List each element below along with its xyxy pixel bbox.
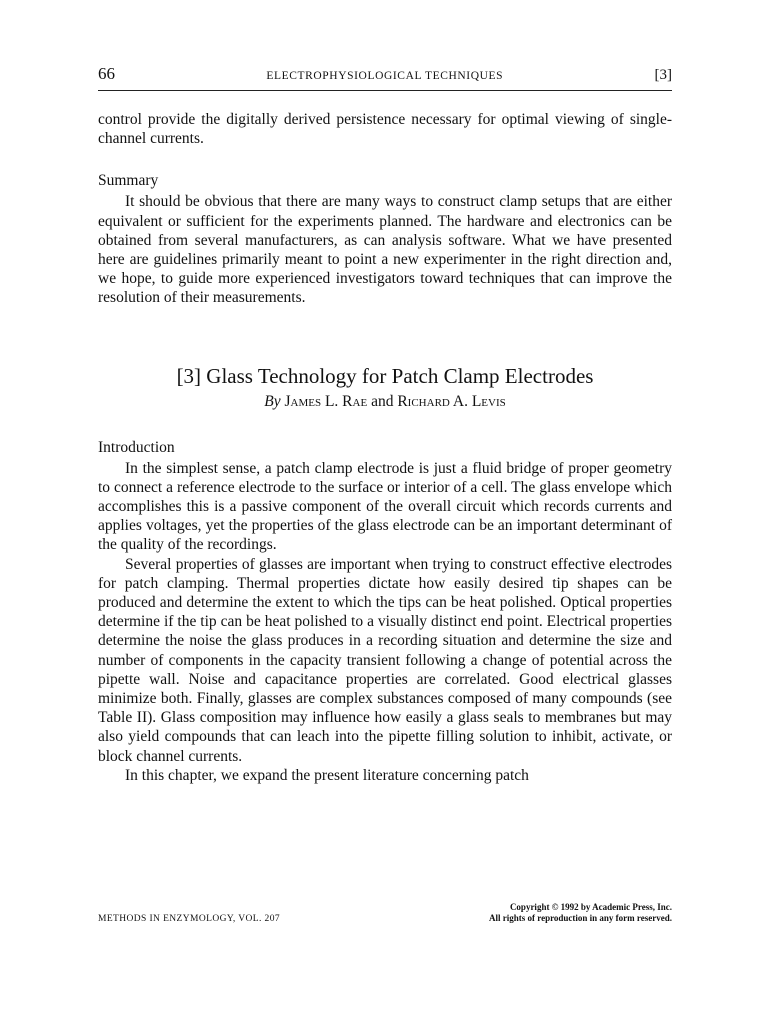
section-marker: [3]	[654, 67, 672, 83]
copyright-line-2: All rights of reproduction in any form reserved.	[489, 913, 672, 923]
byline	[98, 392, 672, 412]
intro-paragraph-2: Several properties of glasses are important when trying to construct effective electrodes for patch clamping. Thermal properties dictate how easily desired tip shapes can be produced and determine the extent to which the tips can be heat polished. Optical properties determine if the tip can be heat polished to a visually distinct end point. Electrical properties determine the noise the glass produces in a recording situation and determine the size and number of components in the capacity transient following a change of potential across the pipette wall. Noise and capacitance properties are correlated. Good electrical glasses minimize both. Finally, glasses are complex substances composed of many compounds (see Table II). Glass composition may influence how easily a glass seals to membranes but may also yield compounds that can leach into the pipette filling solution to inhibit, activate, or block channel currents.	[98, 555, 672, 765]
summary-heading: Summary	[98, 172, 159, 190]
introduction-heading: Introduction	[98, 438, 175, 456]
chapter-title: [3] Glass Technology for Patch Clamp Electrodes	[176, 363, 594, 388]
intro-paragraph-1: In the simplest sense, a patch clamp electrode is just a fluid bridge of proper geometry to connect a reference electrode to the surface or interior of a cell. The glass envelope which accomplishes this is a passive component of the overall circuit which records currents and applies voltages, yet the properties of the glass electrode can be an important determinant of the quality of the recordings.	[98, 459, 672, 554]
journal-citation: METHODS IN ENZYMOLOGY, VOL. 207	[98, 914, 280, 924]
byline-and: and	[371, 392, 394, 410]
intro-paragraph-3: In this chapter, we expand the present literature concerning patch	[125, 766, 529, 784]
author-1: James L. Rae	[284, 392, 368, 410]
book-page	[98, 64, 672, 785]
summary-paragraph: It should be obvious that there are many ways to construct clamp setups that are either equivalent or sufficient for the experiments planned. The hardware and electronics can be obtained from several manufacturers, as can analysis software. What we have presented here are guidelines primarily meant to point a new experimenter in the right direction and, we hope, to guide more experienced investigators toward techniques that can improve the resolution of their measurements.	[98, 193, 672, 307]
running-header	[98, 64, 672, 91]
continuation-paragraph: control provide the digitally derived persistence necessary for optimal viewing of single-channel currents.	[98, 111, 672, 148]
running-title: ELECTROPHYSIOLOGICAL TECHNIQUES	[266, 70, 504, 82]
copyright-line-1: Copyright © 1992 by Academic Press, Inc.	[509, 902, 672, 912]
copyright-notice	[489, 902, 672, 924]
page-footer	[98, 902, 672, 924]
author-2: Richard A. Levis	[397, 392, 506, 410]
page-number: 66	[98, 64, 115, 83]
byline-by: By	[264, 392, 281, 410]
